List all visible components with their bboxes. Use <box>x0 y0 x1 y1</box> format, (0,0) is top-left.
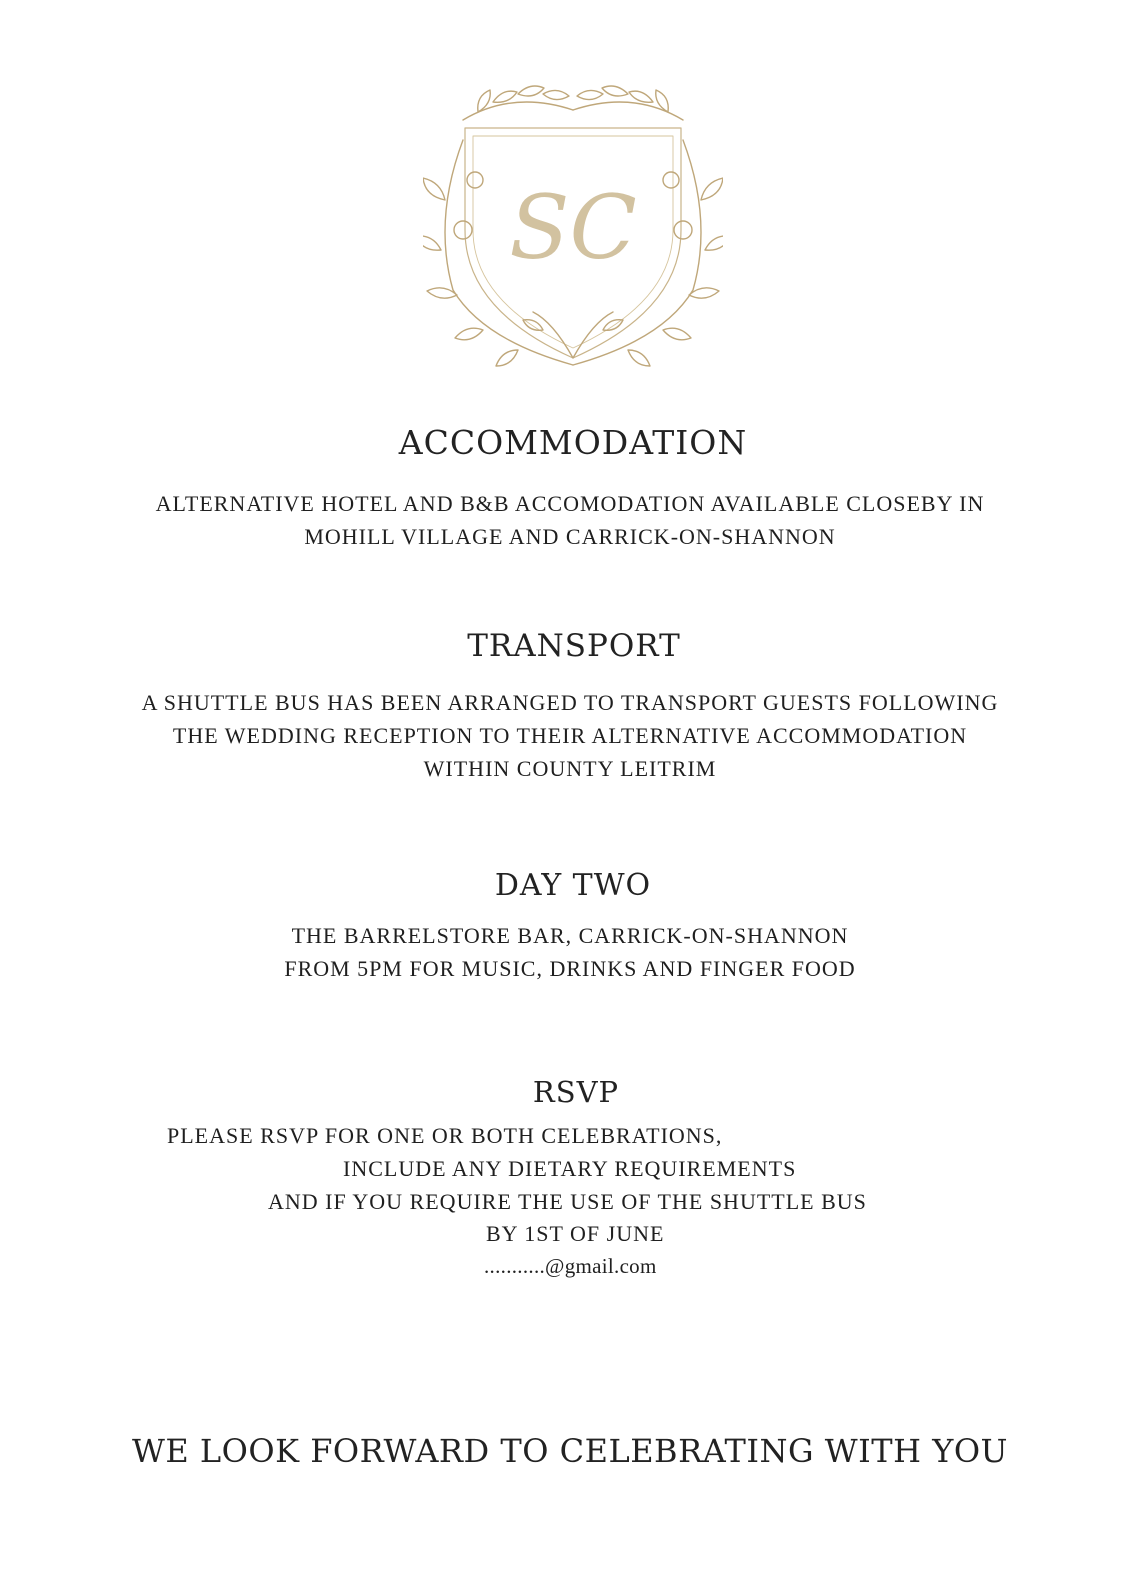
monogram-initials: SC <box>509 176 637 279</box>
transport-line-3: WITHIN COUNTY LEITRIM <box>423 756 717 781</box>
transport-line-1: A SHUTTLE BUS HAS BEEN ARRANGED TO TRANSPORT GUESTS FOLLOWING <box>141 690 999 715</box>
day-two-line-1: THE BARRELSTORE BAR, CARRICK-ON-SHANNON <box>291 923 849 948</box>
rsvp-line-2: INCLUDE ANY DIETARY REQUIREMENTS <box>343 1156 797 1181</box>
accommodation-heading: ACCOMMODATION <box>398 423 748 462</box>
monogram-crest <box>423 80 723 370</box>
rsvp-line-3: AND IF YOU REQUIRE THE USE OF THE SHUTTLE BUS <box>268 1189 867 1214</box>
transport-heading: TRANSPORT <box>467 628 681 664</box>
rsvp-heading: RSVP <box>532 1075 620 1109</box>
rsvp-email: ...........@gmail.com <box>484 1254 657 1278</box>
rsvp-line-1: PLEASE RSVP FOR ONE OR BOTH CELEBRATIONS, <box>167 1123 723 1148</box>
day-two-line-2: FROM 5PM FOR MUSIC, DRINKS AND FINGER FOOD <box>284 956 856 981</box>
closing-line: WE LOOK FORWARD TO CELEBRATING WITH YOU <box>131 1432 1009 1470</box>
accommodation-line-2: MOHILL VILLAGE AND CARRICK-ON-SHANNON <box>304 524 836 549</box>
transport-line-2: THE WEDDING RECEPTION TO THEIR ALTERNATIVE ACCOMMODATION <box>172 723 968 748</box>
accommodation-line-1: ALTERNATIVE HOTEL AND B&B ACCOMODATION AVAILABLE CLOSEBY IN <box>155 491 985 516</box>
rsvp-line-4: BY 1ST OF JUNE <box>486 1221 665 1246</box>
day-two-heading: DAY TWO <box>494 868 652 903</box>
